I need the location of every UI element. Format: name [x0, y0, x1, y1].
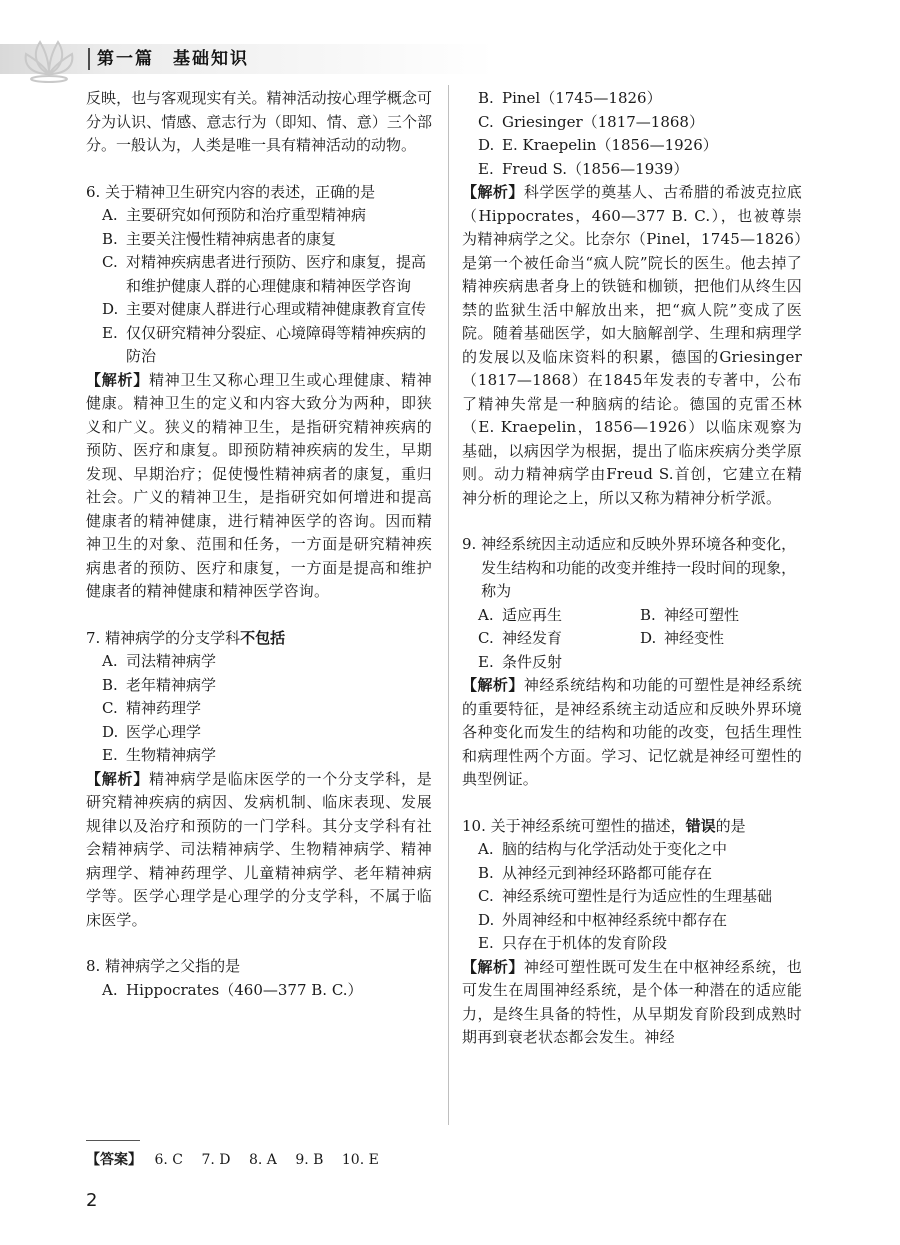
- question-stem: [462, 533, 802, 604]
- header-separator: [88, 48, 90, 70]
- answer-label: 【答案】: [86, 1152, 142, 1168]
- page-number: 2: [86, 1190, 98, 1211]
- answer-item: 10. E: [341, 1152, 379, 1168]
- analysis-paragraph: [462, 956, 802, 1050]
- option: A. Hippocrates（460—377 B. C.）: [102, 980, 363, 999]
- left-column: [86, 87, 432, 1002]
- right-column: [462, 87, 802, 1050]
- answer-item: 8. A: [248, 1152, 277, 1168]
- intro-paragraph: 反映，也与客观现实有关。精神活动按心理学概念可分为认识、情感、意志行为（即知、情、意）三个部分。一般认为，人类是唯一具有精神活动的动物。: [86, 89, 432, 154]
- analysis-label: 【解析】: [462, 957, 524, 976]
- option: B. 主要关注慢性精神病患者的康复: [102, 229, 337, 248]
- answer-key: [86, 1150, 393, 1170]
- question-text: 关于精神卫生研究内容的表述，正确的是: [105, 182, 376, 201]
- chapter-title: 第一篇 基础知识: [97, 49, 249, 69]
- question-stem: [462, 815, 802, 839]
- analysis-paragraph: [462, 674, 802, 792]
- analysis-label: 【解析】: [86, 769, 150, 788]
- option: B. Pinel（1745—1826）: [478, 89, 662, 107]
- option: E. 生物精神病学: [102, 746, 217, 764]
- analysis-text: 神经可塑性既可发生在中枢神经系统，也可发生在周围神经系统，是个体一种潜在的适应能力，是终生具备的特性，从早期发育阶段到成熟时期再到衰老状态都会发生。神经: [462, 957, 802, 1046]
- question-number: 8.: [86, 957, 106, 975]
- option-row: [462, 604, 802, 628]
- option: D. 神经变性: [640, 629, 725, 647]
- option: E. 仅仅研究精神分裂症、心境障碍等精神疾病的防治: [102, 323, 427, 365]
- question-text-tail: 的是: [715, 816, 746, 835]
- analysis-label: 【解析】: [86, 370, 150, 389]
- question-text: 精神病学之父指的是: [105, 957, 241, 975]
- option: A. 司法精神病学: [102, 652, 217, 670]
- lotus-logo-icon: [22, 34, 76, 84]
- option: D. 主要对健康人群进行心理或精神健康教育宣传: [102, 300, 427, 318]
- answer-item: 9. B: [295, 1152, 324, 1168]
- question-number: 6.: [86, 182, 106, 201]
- option: A. 适应再生: [478, 605, 563, 624]
- question-stem: [86, 181, 432, 205]
- option: E. 条件反射: [478, 652, 563, 671]
- option: B. 神经可塑性: [640, 605, 740, 624]
- analysis-paragraph: [86, 369, 432, 604]
- analysis-label: 【解析】: [462, 676, 524, 694]
- option: A. 脑的结构与化学活动处于变化之中: [478, 840, 728, 858]
- question-text: 精神病学的分支学科: [105, 628, 241, 647]
- question-8-start: [86, 955, 432, 1002]
- question-emphasis: 不包括: [240, 628, 286, 647]
- question-number: 10.: [462, 816, 491, 835]
- answers-rule: [86, 1140, 140, 1141]
- analysis-text: 科学医学的奠基人、古希腊的希波克拉底（Hippocrates，460—377 B. C.），也被尊崇为精神病学之父。比奈尔（Pinel，1745—1826）是第一个被任命当“疯人院”院长的医生。他去掉了精神疾病患者身上的铁链和枷锁，把他们从终生囚禁的监狱生活中解放出来，把“疯人院”变成了医院。随着基础医学，如大脑解剖学、生理和病理学的发展以及临床资料的积累，德国的Griesinger（1817—1868）在1845年发表的专著中，公布了精神失常是一种脑病的结论。德国的克雷丕林（E. Kraepelin，1856—1926）以临床观察为基础，以病因学为根据，提出了临床疾病分类学原则。动力精神病学由Freud S.首创，它建立在精神分析的理论之上，所以又称为精神分析学派。: [462, 183, 802, 507]
- question-8-continued: [462, 87, 802, 510]
- option: E. 只存在于机体的发育阶段: [478, 934, 668, 952]
- option: A. 主要研究如何预防和治疗重型精神病: [102, 206, 367, 224]
- analysis-text: 精神病学是临床医学的一个分支学科，是研究精神疾病的病因、发病机制、临床表现、发展规律以及治疗和预防的一门学科。其分支学科有社会精神病学、司法精神病学、生物精神病学、精神病理学、精神药理学、儿童精神病学、老年精神病学等。医学心理学是心理学的分支学科，不属于临床医学。: [86, 769, 432, 929]
- question-stem: [86, 955, 432, 979]
- option: D. 外周神经和中枢神经系统中都存在: [478, 910, 728, 929]
- analysis-text: 精神卫生又称心理卫生或心理健康、精神健康。精神卫生的定义和内容大致分为两种，即狭义和广义。狭义的精神卫生，是指研究精神疾病的预防、医疗和康复。即预防精神疾病的发生，早期发现、早期治疗；促使慢性精神病者的康复，重归社会。广义的精神卫生，是指研究如何增进和提高健康者的精神健康，进行精神医学的咨询。因而精神卫生的对象、范围和任务，一方面是研究精神疾病患者的预防、医疗和康复，一方面是提高和维护健康者的精神健康和精神医学咨询。: [86, 370, 432, 600]
- answer-item: 7. D: [201, 1152, 231, 1168]
- answer-item: 6. C: [154, 1152, 183, 1168]
- question-number: 9.: [462, 535, 482, 553]
- option: C. 神经系统可塑性是行为适应性的生理基础: [478, 887, 773, 905]
- option: E. Freud S.（1856—1939）: [478, 159, 689, 178]
- question-7: [86, 627, 432, 933]
- analysis-paragraph: [86, 768, 432, 933]
- analysis-label: 【解析】: [462, 183, 524, 201]
- option: C. 对精神疾病患者进行预防、医疗和康复，提高和维护健康人群的心理健康和精神医学咨询: [102, 253, 427, 295]
- question-10: [462, 815, 802, 1050]
- column-divider: [448, 85, 449, 1125]
- question-9: [462, 533, 802, 792]
- option: D. 医学心理学: [102, 722, 202, 741]
- option: D. E. Kraepelin（1856—1926）: [478, 136, 718, 154]
- question-emphasis: 错误: [685, 816, 716, 835]
- question-text: 神经系统因主动适应和反映外界环境各种变化，发生结构和功能的改变并维持一段时间的现象，称为: [481, 535, 797, 600]
- question-number: 7.: [86, 628, 106, 647]
- question-6: [86, 181, 432, 604]
- option: C. Griesinger（1817—1868）: [478, 112, 704, 131]
- analysis-paragraph: [462, 181, 802, 510]
- option: B. 从神经元到神经环路都可能存在: [478, 863, 713, 882]
- question-stem: [86, 627, 432, 651]
- option: C. 精神药理学: [102, 699, 202, 717]
- analysis-text: 神经系统结构和功能的可塑性是神经系统的重要特征，是神经系统主动适应和反映外界环境各种变化而发生的结构和功能的改变，包括生理性和病理性两个方面。学习、记忆就是神经可塑性的典型例证。: [462, 676, 802, 788]
- option: B. 老年精神病学: [102, 675, 217, 694]
- question-text: 关于神经系统可塑性的描述，: [490, 816, 686, 835]
- option-row: [462, 627, 802, 651]
- option: C. 神经发育: [478, 629, 563, 647]
